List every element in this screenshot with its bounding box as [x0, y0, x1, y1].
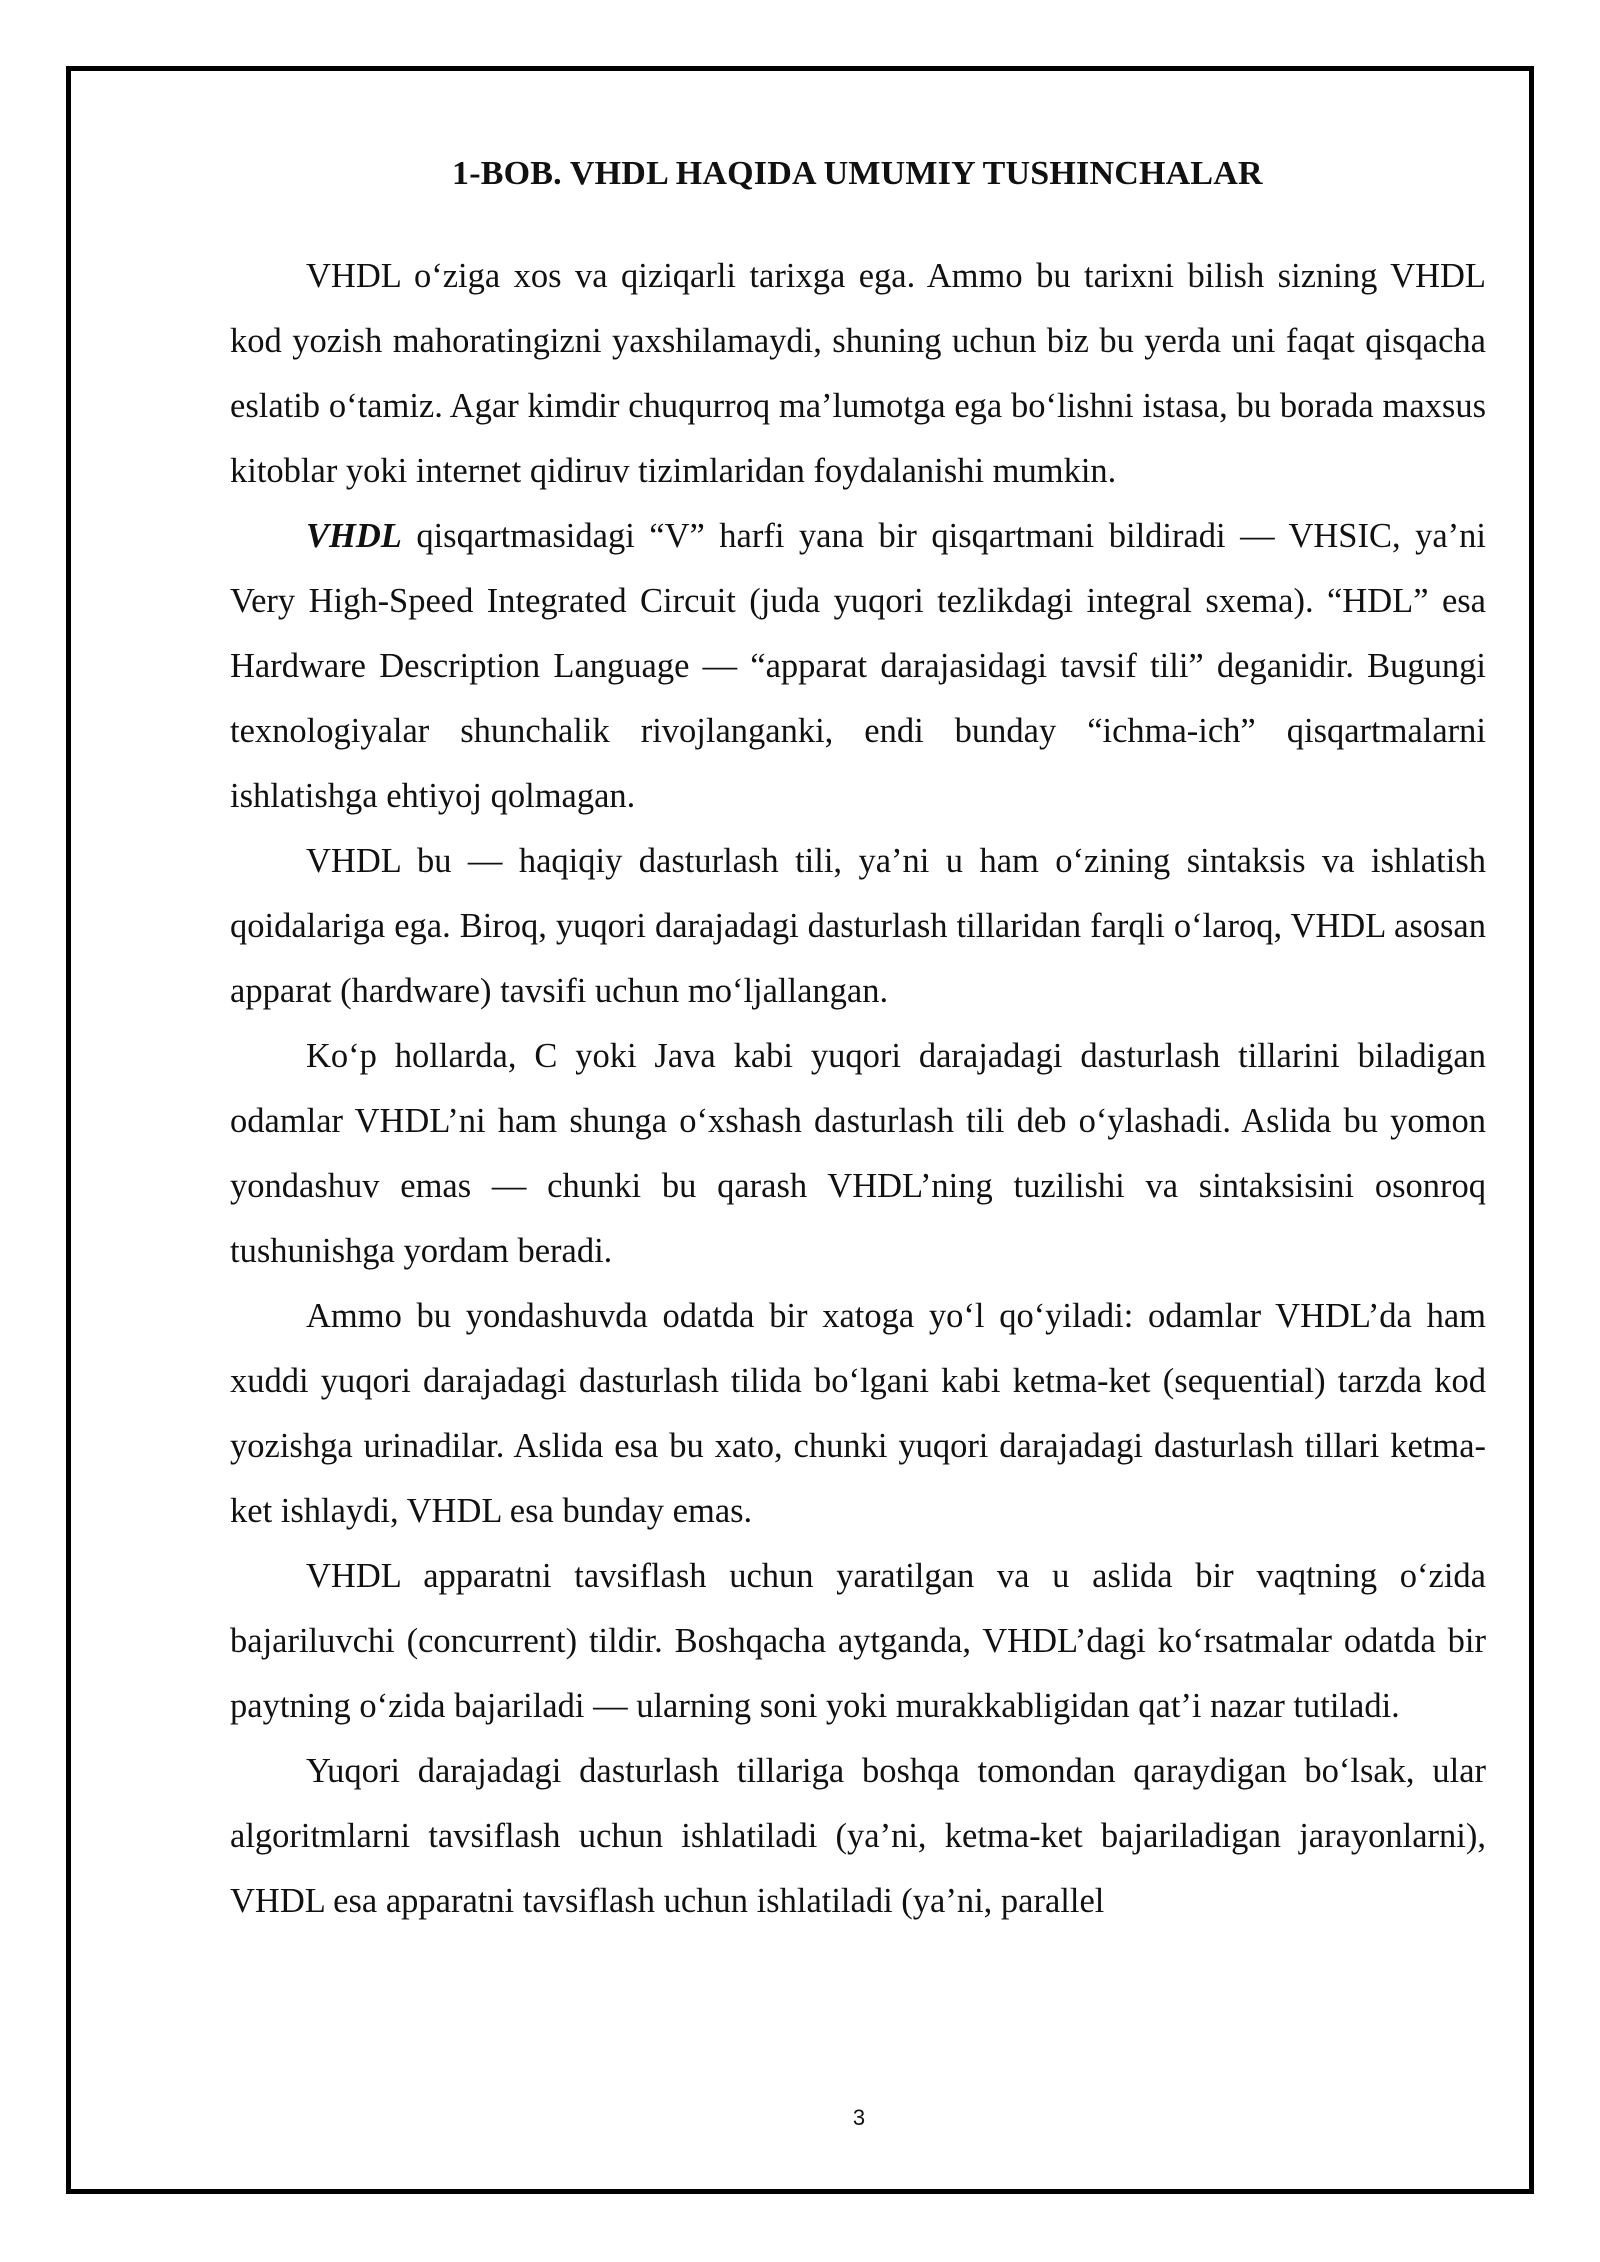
- paragraph-text: Ammo bu yondashuvda odatda bir xatoga yo‘l qo‘yiladi: odamlar VHDL’da ham xuddi yuqori darajadagi dasturlash tilida bo‘lgani kabi ketma-ket (sequential) tarzda kod yozishga urinadilar. Aslida esa bu xato, chunki yuqori darajadagi dasturlash tillari ketma-ket ishlaydi, VHDL esa bunday emas.: [230, 1297, 1486, 1530]
- lead-term-vhdl: VHDL: [306, 517, 402, 555]
- paragraph-text: VHDL bu — haqiqiy dasturlash tili, ya’ni u ham o‘zining sintaksis va ishlatish qoidalariga ega. Biroq, yuqori darajadagi dasturlash tillaridan farqli o‘laroq, VHDL asosan apparat (hardware) tavsifi uchun mo‘ljallangan.: [230, 842, 1486, 1010]
- chapter-title: 1-BOB. VHDL HAQIDA UMUMIY TUSHINCHALAR: [452, 155, 1263, 192]
- paragraph-text: qisqartmasidagi “V” harfi yana bir qisqartmani bildiradi — VHSIC, ya’ni Very High-Speed Integrated Circuit (juda yuqori tezlikdagi integral sxema). “HDL” esa Hardware Description Language — “apparat darajasidagi tavsif tili” deganidir. Bugungi texnologiyalar shunchalik rivojlanganki, endi bunday “ichma-ich” qisqartmalarni ishlatishga ehtiyoj qolmagan.: [230, 517, 1486, 815]
- paragraph-concurrent: [230, 1544, 1486, 1739]
- page-number: 3: [852, 2105, 866, 2130]
- document-body: [230, 150, 1486, 1934]
- paragraph-history: [230, 244, 1486, 504]
- paragraph-algorithms-vs-hardware: [230, 1739, 1486, 1934]
- paragraph-sequential-mistake: [230, 1284, 1486, 1544]
- paragraph-text: VHDL o‘ziga xos va qiziqarli tarixga ega. Ammo bu tarixni bilish sizning VHDL kod yozish mahoratingizni yaxshilamaydi, shuning uchun biz bu yerda uni faqat qisqacha eslatib o‘tamiz. Agar kimdir chuqurroq ma’lumotga ega bo‘lishni istasa, bu borada maxsus kitoblar yoki internet qidiruv tizimlaridan foydalanishi mumkin.: [230, 257, 1486, 490]
- paragraph-acronym: [230, 504, 1486, 829]
- paragraph-text: Ko‘p hollarda, C yoki Java kabi yuqori darajadagi dasturlash tillarini biladigan odamlar VHDL’ni ham shunga o‘xshash dasturlash tili deb o‘ylashadi. Aslida bu yomon yondashuv emas — chunki bu qarash VHDL’ning tuzilishi va sintaksisini osonroq tushunishga yordam beradi.: [230, 1037, 1486, 1270]
- paragraph-real-language: [230, 829, 1486, 1024]
- paragraph-text: Yuqori darajadagi dasturlash tillariga boshqa tomondan qaraydigan bo‘lsak, ular algoritmlarni tavsiflash uchun ishlatiladi (ya’ni, ketma-ket bajariladigan jarayonlarni), VHDL esa apparatni tavsiflash uchun ishlatiladi (ya’ni, parallel: [230, 1752, 1486, 1920]
- paragraph-comparison: [230, 1024, 1486, 1284]
- paragraph-text: VHDL apparatni tavsiflash uchun yaratilgan va u aslida bir vaqtning o‘zida bajariluvchi (concurrent) tildir. Boshqacha aytganda, VHDL’dagi ko‘rsatmalar odatda bir paytning o‘zida bajariladi — ularning soni yoki murakkabligidan qat’i nazar tutiladi.: [230, 1557, 1486, 1725]
